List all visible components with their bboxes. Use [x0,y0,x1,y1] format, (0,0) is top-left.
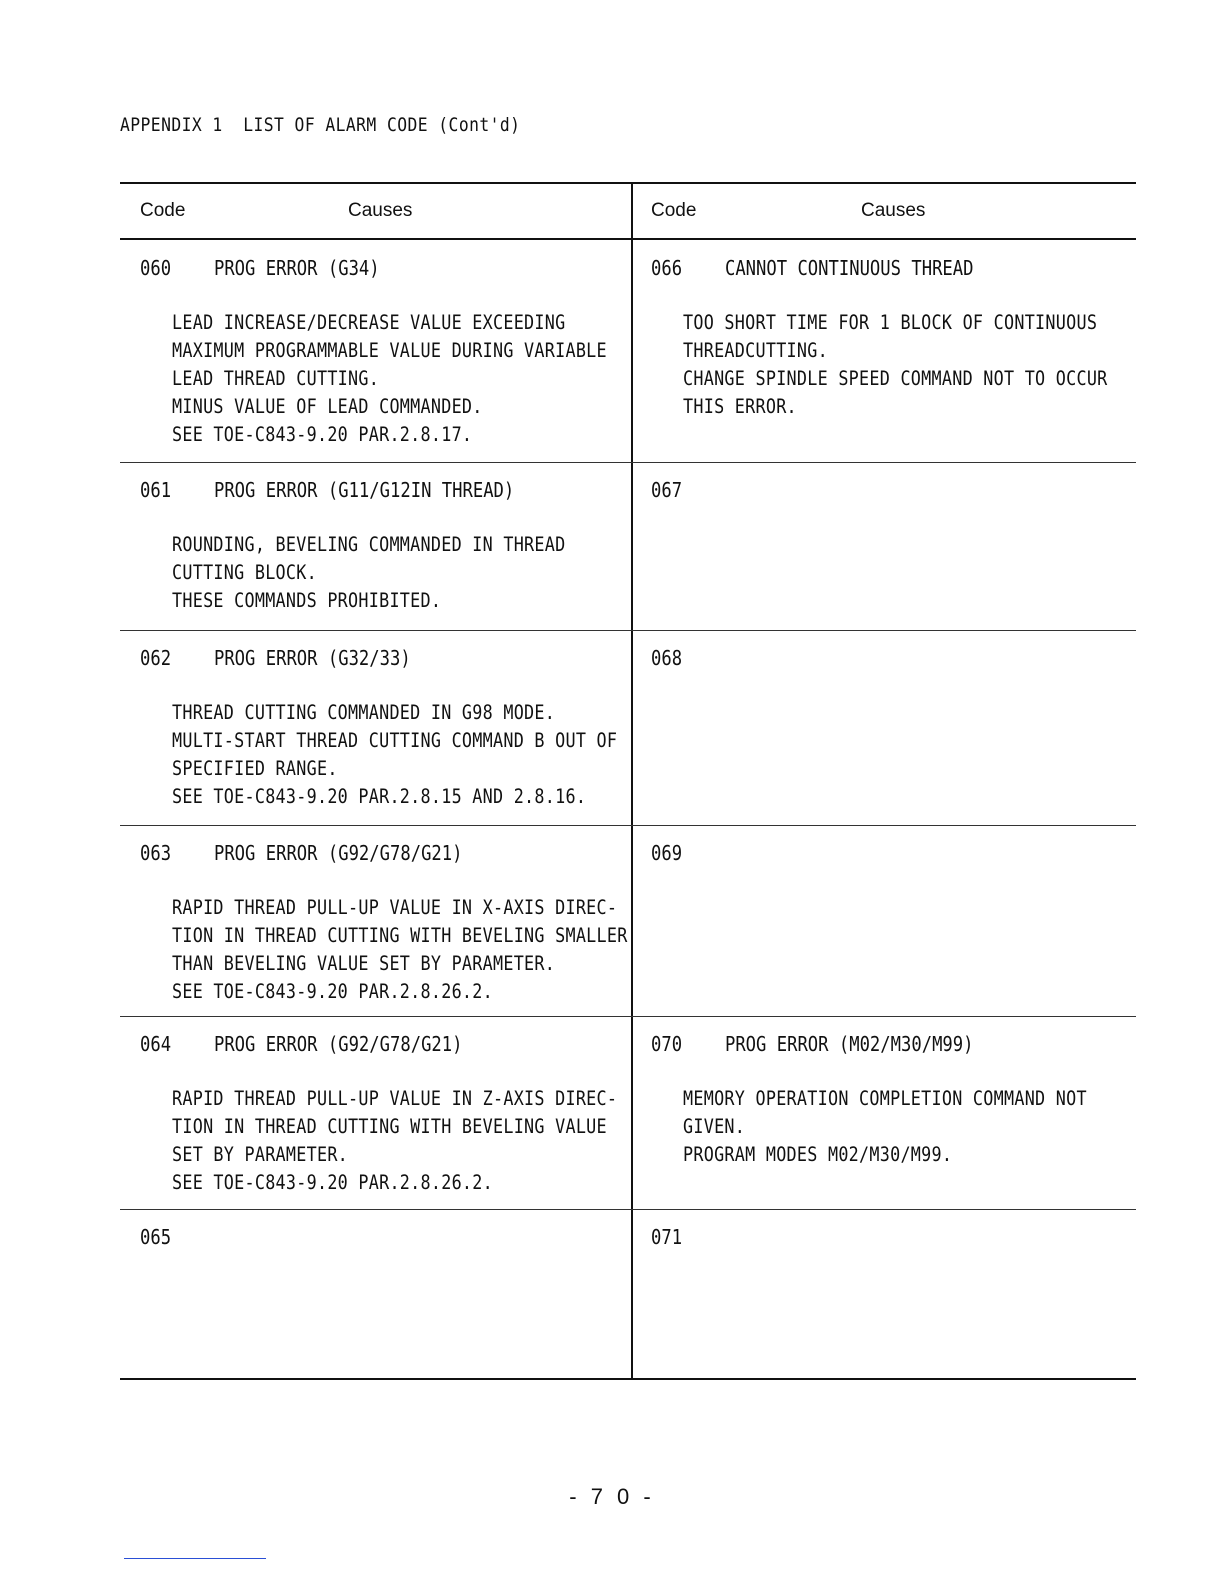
alarm-entry [140,839,640,1006]
alarm-code-line [140,839,570,867]
alarm-title: PROG ERROR (G34) [213,256,380,280]
cause-line: MAXIMUM PROGRAMMABLE VALUE DURING VARIABLE [172,339,607,362]
alarm-code-line [140,1030,570,1058]
alarm-code: 060 [140,256,172,280]
cause-line: SEE TOE-C843-9.20 PAR.2.8.15 AND 2.8.16. [172,785,587,808]
alarm-code: 070 [651,1032,683,1056]
header-code-left: Code [140,200,186,221]
alarm-code-line [140,644,570,672]
alarm-entry [651,254,1151,421]
alarm-causes [172,531,574,615]
alarm-code-line [140,1223,570,1251]
cause-line: THESE COMMANDS PROHIBITED. [172,589,442,612]
alarm-causes [172,309,607,449]
alarm-code: 067 [651,478,683,502]
cause-line: CHANGE SPINDLE SPEED COMMAND NOT TO OCCUR [683,367,1108,390]
cause-line: CUTTING BLOCK. [172,561,317,584]
alarm-entry [140,254,640,449]
page-number: - 7 0 - [569,1484,655,1509]
alarm-causes [172,894,628,1006]
row-separator [120,1209,1136,1210]
alarm-entry [651,476,1151,504]
cause-line: THREADCUTTING. [683,339,828,362]
alarm-causes [683,1085,1085,1169]
alarm-entry [651,644,1151,672]
alarm-entry [140,1030,640,1197]
cause-line: TION IN THREAD CUTTING WITH BEVELING VALUE [172,1115,607,1138]
alarm-title: PROG ERROR (G11/G12IN THREAD) [213,478,515,502]
cause-line: PROGRAM MODES M02/M30/M99. [683,1143,953,1166]
row-separator [120,825,1136,826]
cause-line: SEE TOE-C843-9.20 PAR.2.8.26.2. [172,1171,493,1194]
alarm-entry [651,1223,1151,1251]
cause-line: MEMORY OPERATION COMPLETION COMMAND NOT [683,1087,1087,1110]
alarm-code: 063 [140,841,172,865]
alarm-code-line [140,476,570,504]
cause-line: RAPID THREAD PULL-UP VALUE IN Z-AXIS DIREC- [172,1087,618,1110]
alarm-causes [172,1085,618,1197]
cause-line: THAN BEVELING VALUE SET BY PARAMETER. [172,952,556,975]
header-rule [120,238,1136,240]
cause-line: TION IN THREAD CUTTING WITH BEVELING SMALLER [172,924,628,947]
page-heading: APPENDIX 1 LIST OF ALARM CODE (Cont'd) [120,114,521,136]
cause-line: GIVEN. [683,1115,746,1138]
alarm-code: 068 [651,646,683,670]
cause-line: SET BY PARAMETER. [172,1143,349,1166]
header-causes-right: Causes [861,200,926,221]
alarm-code-line [651,254,1081,282]
alarm-entry [651,839,1151,867]
alarm-title: PROG ERROR (M02/M30/M99) [724,1032,974,1056]
alarm-causes [683,309,1108,421]
cause-line: THREAD CUTTING COMMANDED IN G98 MODE. [172,701,556,724]
cause-line: LEAD INCREASE/DECREASE VALUE EXCEEDING [172,311,566,334]
alarm-code-line [651,1223,1081,1251]
cause-line: SEE TOE-C843-9.20 PAR.2.8.17. [172,423,473,446]
alarm-entry [651,1030,1151,1169]
alarm-code: 065 [140,1225,172,1249]
alarm-causes [172,699,618,811]
row-separator [120,1016,1136,1017]
alarm-code: 069 [651,841,683,865]
cause-line: LEAD THREAD CUTTING. [172,367,380,390]
alarm-code: 061 [140,478,172,502]
alarm-title: CANNOT CONTINUOUS THREAD [724,256,974,280]
row-separator [120,462,1136,463]
alarm-code: 062 [140,646,172,670]
alarm-entry [140,644,640,811]
alarm-entry [140,476,640,615]
alarm-entry [140,1223,640,1251]
cause-line: SPECIFIED RANGE. [172,757,338,780]
header-causes-left: Causes [348,200,413,221]
alarm-title: PROG ERROR (G32/33) [213,646,411,670]
cause-line: RAPID THREAD PULL-UP VALUE IN X-AXIS DIREC- [172,896,618,919]
alarm-code-line [651,839,1081,867]
alarm-code-line [651,476,1081,504]
header-code-right: Code [651,200,697,221]
alarm-code: 064 [140,1032,172,1056]
cause-line: ROUNDING, BEVELING COMMANDED IN THREAD [172,533,566,556]
cause-line: SEE TOE-C843-9.20 PAR.2.8.26.2. [172,980,493,1003]
alarm-title: PROG ERROR (G92/G78/G21) [213,841,463,865]
cause-line: THIS ERROR. [683,395,797,418]
alarm-code-line [140,254,570,282]
alarm-code-table [120,182,1136,1380]
cause-line: MINUS VALUE OF LEAD COMMANDED. [172,395,483,418]
cause-line: TOO SHORT TIME FOR 1 BLOCK OF CONTINUOUS [683,311,1098,334]
cause-line: MULTI-START THREAD CUTTING COMMAND B OUT OF [172,729,618,752]
alarm-code-line [651,644,1081,672]
alarm-code: 066 [651,256,683,280]
row-separator [120,630,1136,631]
alarm-code: 071 [651,1225,683,1249]
alarm-code-line [651,1030,1081,1058]
alarm-title: PROG ERROR (G92/G78/G21) [213,1032,463,1056]
footer-rule [124,1558,266,1559]
